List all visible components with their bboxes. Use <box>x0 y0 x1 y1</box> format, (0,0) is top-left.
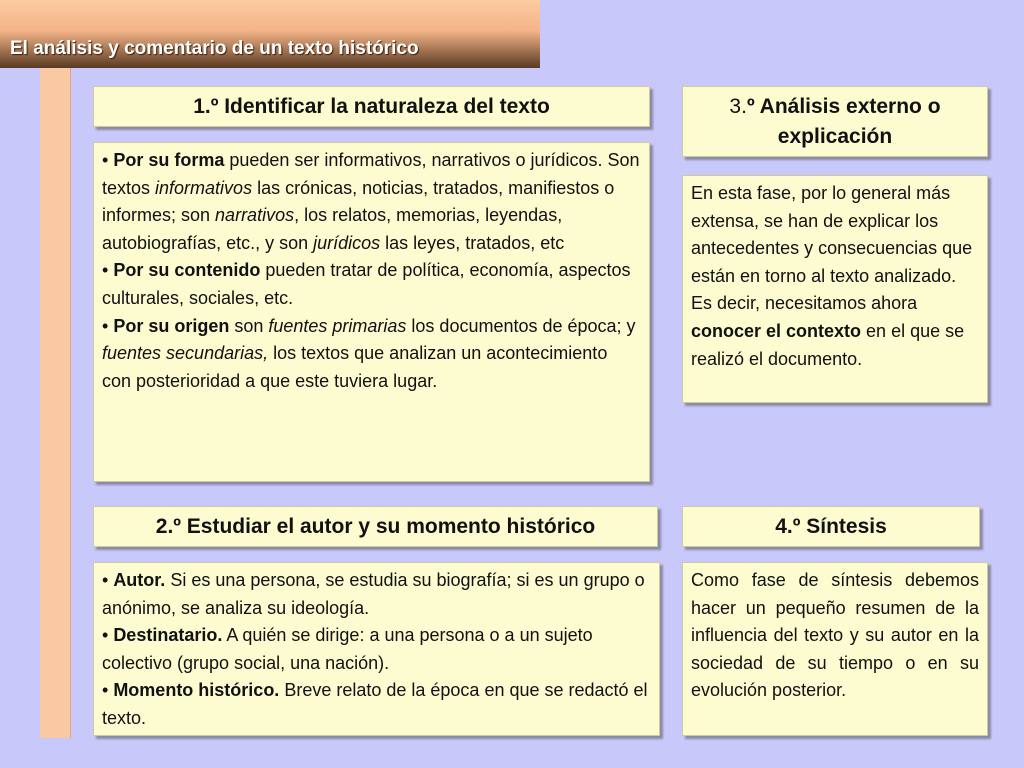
section4-heading: 4.º Síntesis <box>775 514 887 538</box>
section1-item-forma <box>102 147 641 257</box>
section3-text-1: En esta fase, por lo general más extensa, se han de explicar los antecedentes y consecuencias que están en torno al texto analizado. Es decir, necesitamos ahora <box>691 183 973 314</box>
section1-body-box <box>93 142 650 482</box>
bullet: • <box>102 625 114 646</box>
text-contenido: pueden tratar de política, economía, aspectos culturales, sociales, etc. <box>102 260 631 308</box>
text-fuentes-secundarias: fuentes secundarias, <box>102 343 269 364</box>
section3-heading-box <box>682 86 988 157</box>
label-autor: Autor. <box>113 570 166 590</box>
section2-heading: 2.º Estudiar el autor y su momento histórico <box>155 514 596 538</box>
text-juridicos: jurídicos <box>313 232 381 253</box>
section3-text-2: en el que se realizó el documento. <box>691 320 965 369</box>
title-bar <box>0 0 540 68</box>
text-forma-1: pueden ser informativos, narrativos o jurídicos. Son textos <box>102 150 640 198</box>
section3-heading-rest: º Análisis externo o explicación <box>746 94 941 148</box>
label-contenido: Por su contenido <box>113 260 261 281</box>
section2-heading-box <box>93 506 658 547</box>
section3-context: conocer el contexto <box>691 320 862 341</box>
section4-text: Como fase de síntesis debemos hacer un pequeño resumen de la influencia del texto y su autor en la sociedad de su tiempo o en su evolución posterior. <box>691 570 979 701</box>
section1-item-contenido <box>102 257 641 312</box>
text-narrativos: narrativos <box>215 205 295 226</box>
section4-body-box <box>682 562 988 736</box>
text-origen-3: los textos que analizan un acontecimiento con posterioridad a que este tuviera lugar. <box>102 343 608 391</box>
bullet: • <box>102 570 114 590</box>
text-forma-2: las crónicas, noticias, tratados, manifiestos o informes; son <box>102 177 615 226</box>
side-decoration-bar <box>40 68 70 738</box>
label-momento: Momento histórico. <box>113 680 280 701</box>
section2-item-momento <box>102 677 651 732</box>
label-forma: Por su forma <box>113 150 225 170</box>
text-momento: Breve relato de la época en que se redactó el texto. <box>102 680 648 728</box>
section2-item-autor <box>102 567 651 622</box>
page-title: El análisis y comentario de un texto histórico <box>10 38 419 59</box>
bullet: • <box>102 260 114 281</box>
section1-heading: 1.º Identificar la naturaleza del texto <box>193 94 550 118</box>
text-origen-2: los documentos de época; y <box>406 315 636 336</box>
section3-heading-num: 3. <box>729 94 747 118</box>
bullet: • <box>102 150 114 170</box>
text-informativos: informativos <box>155 177 253 198</box>
section4-heading-box <box>682 506 980 547</box>
label-destinatario: Destinatario. <box>113 625 223 646</box>
section2-body-box <box>93 562 660 736</box>
section2-item-destinatario <box>102 622 651 677</box>
text-forma-4: las leyes, tratados, etc <box>380 232 565 253</box>
text-autor: Si es una persona, se estudia su biografía; si es un grupo o anónimo, se analiza su ideología. <box>102 570 645 618</box>
label-origen: Por su origen <box>113 315 230 336</box>
section3-heading <box>683 92 987 152</box>
text-destinatario: A quién se dirige: a una persona o a un sujeto colectivo (grupo social, una nación). <box>102 625 593 673</box>
text-forma-3: , los relatos, memorias, leyendas, autobiografías, etc., y son <box>102 205 563 253</box>
bullet: • <box>102 315 114 336</box>
section1-item-origen <box>102 313 641 396</box>
section1-heading-box <box>93 86 650 127</box>
section3-body-box <box>682 175 988 403</box>
text-origen-1: son <box>229 315 269 336</box>
bullet: • <box>102 680 114 701</box>
text-fuentes-primarias: fuentes primarias <box>268 315 407 336</box>
